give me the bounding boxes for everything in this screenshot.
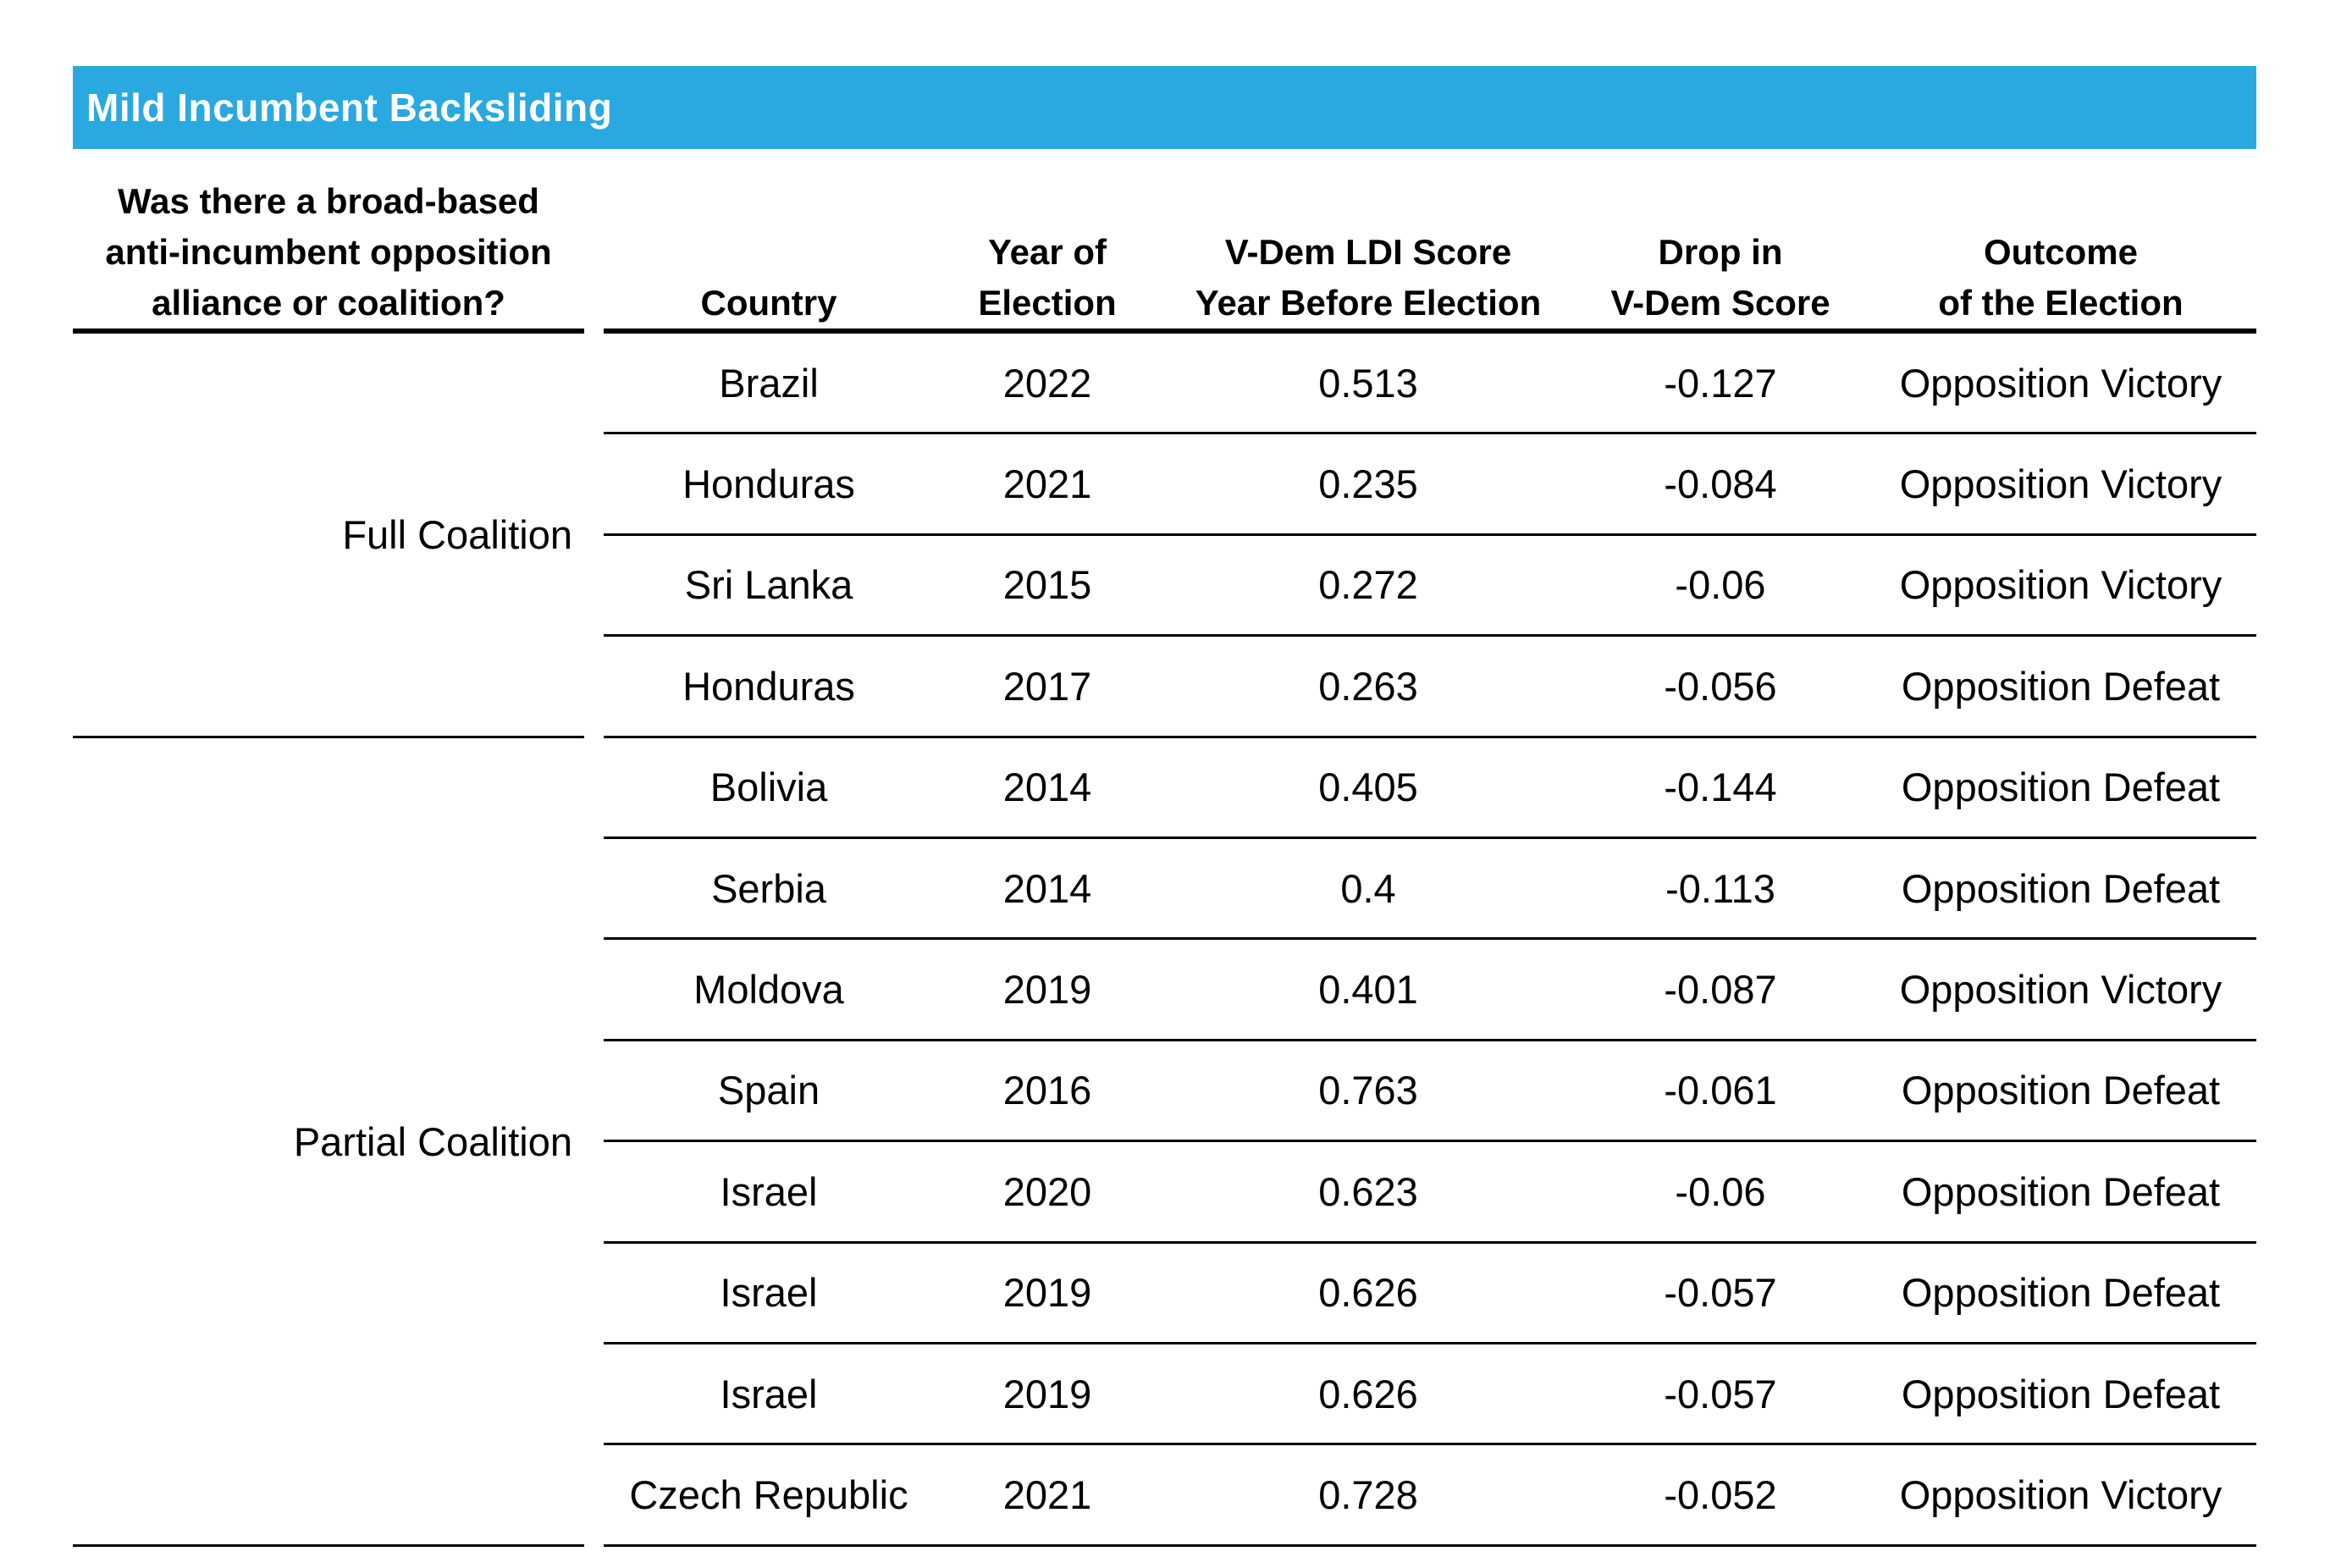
column-header-country: Country — [700, 283, 837, 323]
cell-drop: -0.084 — [1664, 461, 1777, 507]
cell-year: 2019 — [1002, 967, 1092, 1013]
cell-year: 2017 — [1002, 663, 1092, 709]
cell-year: 2014 — [1002, 865, 1092, 911]
cell-country: Spain — [717, 1068, 820, 1113]
row-group-header-line: Was there a broad-based — [118, 181, 539, 221]
table-row — [604, 434, 2256, 535]
cell-year: 2022 — [1002, 360, 1092, 406]
cell-year: 2021 — [1002, 461, 1092, 507]
cell-drop: -0.056 — [1664, 663, 1777, 709]
table-body — [604, 334, 2256, 1547]
cell-outcome: Opposition Defeat — [1901, 1371, 2221, 1416]
cell-outcome: Opposition Victory — [1899, 360, 2222, 406]
table-row — [604, 536, 2256, 637]
table-row — [604, 839, 2256, 940]
cell-ldi-score: 0.263 — [1318, 663, 1418, 709]
cell-outcome: Opposition Defeat — [1901, 1068, 2221, 1113]
cell-ldi-score: 0.235 — [1318, 461, 1418, 507]
cell-ldi-score: 0.728 — [1318, 1471, 1418, 1517]
group-label-full-coalition: Full Coalition — [342, 512, 572, 557]
cell-ldi-score: 0.623 — [1318, 1168, 1418, 1214]
cell-country: Moldova — [693, 967, 844, 1013]
cell-year: 2015 — [1002, 562, 1092, 608]
cell-drop: -0.127 — [1664, 360, 1777, 406]
cell-ldi-score: 0.763 — [1318, 1068, 1418, 1113]
cell-drop: -0.061 — [1664, 1068, 1777, 1113]
cell-outcome: Opposition Defeat — [1901, 765, 2221, 810]
row-group-header-line: alliance or coalition? — [152, 283, 505, 323]
column-header-vdem-ldi-score: V-Dem LDI Score Year Before Election — [1195, 232, 1542, 323]
cell-outcome: Opposition Defeat — [1901, 1270, 2221, 1316]
cell-outcome: Opposition Defeat — [1901, 1168, 2221, 1214]
cell-drop: -0.144 — [1664, 765, 1777, 810]
cell-ldi-score: 0.513 — [1318, 360, 1418, 406]
table-bottom-rule-left — [73, 1544, 584, 1547]
column-header-row — [604, 149, 2256, 329]
cell-country: Israel — [720, 1371, 818, 1416]
cell-outcome: Opposition Victory — [1899, 461, 2222, 507]
table-row — [604, 1041, 2256, 1142]
table-row — [604, 1142, 2256, 1243]
cell-ldi-score: 0.272 — [1318, 562, 1418, 608]
table-row — [604, 940, 2256, 1041]
cell-drop: -0.087 — [1664, 967, 1777, 1013]
cell-ldi-score: 0.626 — [1318, 1371, 1418, 1416]
cell-drop: -0.057 — [1664, 1270, 1777, 1316]
table-row — [604, 1344, 2256, 1445]
cell-drop: -0.052 — [1664, 1471, 1777, 1517]
cell-country: Israel — [720, 1270, 818, 1316]
cell-outcome: Opposition Victory — [1899, 562, 2222, 608]
cell-drop: -0.113 — [1665, 865, 1775, 911]
group-label-partial-coalition: Partial Coalition — [293, 1118, 572, 1164]
cell-country: Serbia — [711, 865, 826, 911]
cell-country: Israel — [720, 1168, 818, 1214]
cell-drop: -0.057 — [1664, 1371, 1777, 1416]
row-group-header-line: anti-incumbent opposition — [105, 232, 552, 272]
table-row — [604, 1244, 2256, 1344]
table-row — [604, 334, 2256, 434]
cell-ldi-score: 0.626 — [1318, 1270, 1418, 1316]
column-header-drop: Drop in V-Dem Score — [1610, 232, 1830, 323]
cell-year: 2019 — [1002, 1371, 1092, 1416]
cell-country: Honduras — [682, 663, 855, 709]
cell-country: Brazil — [719, 360, 819, 406]
cell-ldi-score: 0.401 — [1318, 967, 1418, 1013]
cell-year: 2021 — [1002, 1471, 1092, 1517]
cell-drop: -0.06 — [1675, 562, 1766, 608]
cell-year: 2014 — [1002, 765, 1092, 810]
cell-outcome: Opposition Victory — [1899, 967, 2222, 1013]
column-header-year: Year of Election — [978, 232, 1117, 323]
column-header-outcome: Outcome of the Election — [1938, 232, 2184, 323]
cell-ldi-score: 0.405 — [1318, 765, 1418, 810]
title-bar — [73, 66, 2256, 149]
table-row — [604, 637, 2256, 737]
cell-outcome: Opposition Defeat — [1901, 663, 2221, 709]
cell-outcome: Opposition Defeat — [1901, 865, 2221, 911]
cell-ldi-score: 0.4 — [1340, 865, 1396, 911]
cell-country: Bolivia — [709, 765, 828, 810]
table-row — [604, 1445, 2256, 1546]
figure-title: Mild Incumbent Backsliding — [86, 86, 613, 130]
cell-country: Czech Republic — [629, 1471, 908, 1517]
row-group-column-header — [73, 149, 584, 329]
cell-outcome: Opposition Victory — [1899, 1471, 2222, 1517]
table-row — [604, 738, 2256, 839]
cell-country: Honduras — [682, 461, 855, 507]
cell-year: 2019 — [1002, 1270, 1092, 1316]
cell-year: 2020 — [1002, 1168, 1092, 1214]
cell-country: Sri Lanka — [684, 562, 853, 608]
cell-year: 2016 — [1002, 1068, 1092, 1113]
cell-drop: -0.06 — [1675, 1168, 1766, 1214]
